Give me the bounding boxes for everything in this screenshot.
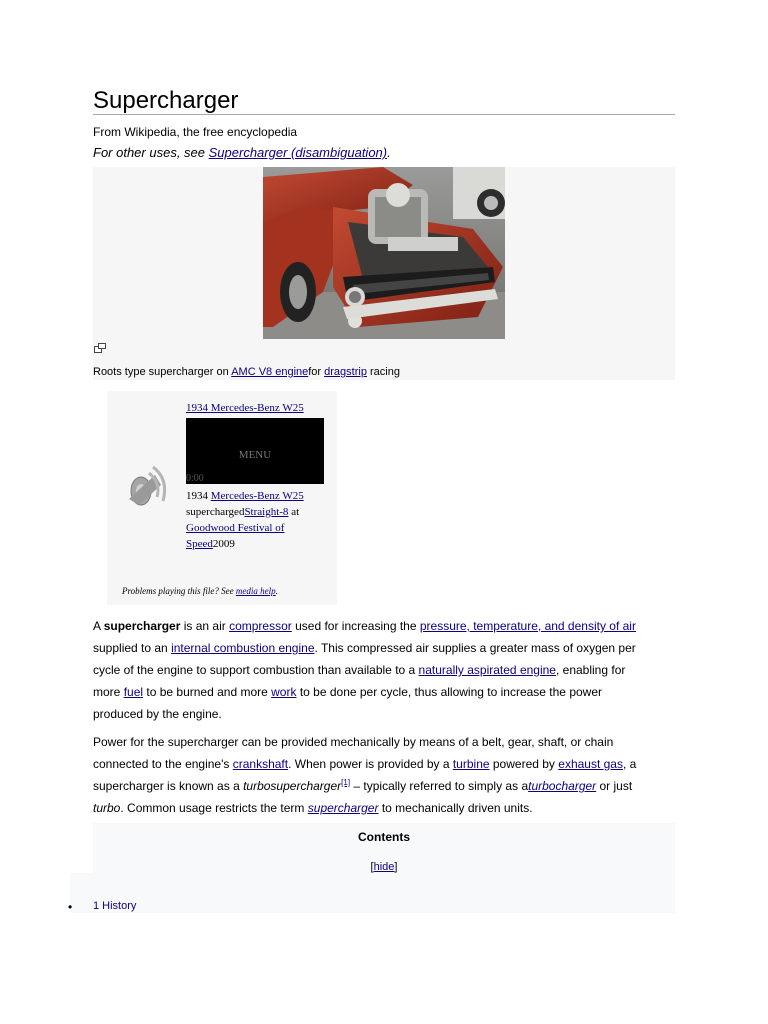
p1-text: A: [93, 619, 104, 633]
p2-text: . When power is provided by a: [288, 757, 453, 771]
work-link[interactable]: work: [271, 685, 297, 699]
caption-suffix: racing: [366, 366, 400, 378]
media-help-prefix: Problems playing this file? See: [122, 586, 236, 596]
amc-v8-engine-link[interactable]: AMC V8 engine: [231, 366, 309, 378]
toc-toggle: [93, 861, 675, 873]
p1-text: . This compressed air supplies a greater mass of oxygen per cycle of the engine to support combustion than available to a: [93, 641, 636, 677]
p1-text: , enabling for more: [93, 663, 626, 699]
media-help-suffix: .: [275, 586, 278, 596]
toc-toggle-close: ]: [394, 861, 398, 873]
toc-toggle-open: [: [370, 861, 374, 873]
pressure-density-link[interactable]: pressure, temperature, and density of air: [419, 619, 636, 633]
video-player[interactable]: [186, 418, 324, 484]
media-help-note: [122, 586, 278, 596]
caption-prefix: Roots type supercharger on: [93, 366, 232, 378]
disambiguation-link[interactable]: Supercharger (disambiguation): [208, 145, 388, 160]
crankshaft-link[interactable]: crankshaft: [232, 757, 289, 771]
p2-text: to mechanically driven units.: [378, 801, 533, 815]
term-turbo: turbo: [93, 801, 121, 815]
toc-hide-link[interactable]: hide: [373, 861, 395, 873]
internal-combustion-engine-link[interactable]: internal combustion engine: [171, 641, 315, 655]
p2-text: powered by: [489, 757, 559, 771]
magnify-icon[interactable]: [94, 343, 106, 353]
figure-caption: [93, 366, 400, 378]
p1-text: used for increasing the: [291, 619, 420, 633]
p1-text: to be burned and more: [143, 685, 272, 699]
naturally-aspirated-engine-link[interactable]: naturally aspirated engine: [418, 663, 556, 677]
p1-text: supplied to an: [93, 641, 172, 655]
toc-indent: [70, 873, 93, 913]
straight-8-link[interactable]: Straight-8: [244, 506, 289, 518]
p2-text: , a supercharger is known as a: [93, 757, 637, 793]
caption-mid: for: [308, 366, 325, 378]
goodwood-festival-link[interactable]: Goodwood Festival of Speed: [186, 522, 285, 550]
exhaust-gas-link[interactable]: exhaust gas: [558, 757, 623, 771]
player-time: 0:00: [186, 473, 204, 484]
reference-1-link[interactable]: [1]: [341, 778, 351, 787]
player-menu-label[interactable]: MENU: [238, 449, 272, 461]
media-title-link[interactable]: 1934 Mercedes-Benz W25: [186, 402, 304, 414]
p1-text: is an air: [180, 619, 230, 633]
media-box: [107, 391, 337, 605]
media-desc-prefix: 1934: [186, 490, 211, 502]
media-desc-suffix: 2009: [212, 538, 235, 550]
media-desc-mid: supercharged: [186, 506, 245, 518]
hatnote-prefix: For other uses, see: [93, 145, 209, 160]
supercharger-car-image[interactable]: [263, 167, 505, 339]
media-desc-mid2: at: [288, 506, 300, 518]
intro-paragraph: [93, 615, 653, 725]
mercedes-benz-w25-link[interactable]: Mercedes-Benz W25: [210, 490, 304, 502]
turbocharger-link[interactable]: turbocharger: [528, 779, 597, 793]
turbine-link[interactable]: turbine: [452, 757, 490, 771]
media-description: [186, 488, 326, 552]
compressor-link[interactable]: compressor: [229, 619, 292, 633]
figure-thumbnail: [93, 167, 675, 380]
list-bullet: •: [68, 900, 73, 914]
term-turbosupercharger: turbosupercharger: [243, 779, 342, 793]
p2-text: – typically referred to simply as a: [350, 779, 529, 793]
supercharger-link[interactable]: supercharger: [307, 801, 379, 815]
term-supercharger: supercharger: [103, 619, 181, 633]
page-title: Supercharger: [93, 86, 675, 115]
toc-title: Contents: [358, 830, 410, 844]
hatnote: [93, 145, 391, 160]
p2-text: or just: [596, 779, 633, 793]
dragstrip-link[interactable]: dragstrip: [324, 366, 367, 378]
p2-text: Power for the supercharger can be provided mechanically by means of a belt, gear, shaft, or chain connected to the engine's: [93, 735, 614, 771]
p2-text: . Common usage restricts the term: [120, 801, 308, 815]
hatnote-suffix: .: [387, 145, 391, 160]
fuel-link[interactable]: fuel: [123, 685, 144, 699]
speaker-icon: [123, 463, 173, 509]
media-help-link[interactable]: media help: [235, 586, 276, 596]
table-of-contents: [93, 823, 675, 913]
p1-text: to be done per cycle, thus allowing to increase the power produced by the engine.: [93, 685, 602, 721]
toc-item-history[interactable]: 1 History: [93, 900, 137, 912]
tagline: From Wikipedia, the free encyclopedia: [93, 125, 298, 139]
power-paragraph: [93, 731, 653, 819]
